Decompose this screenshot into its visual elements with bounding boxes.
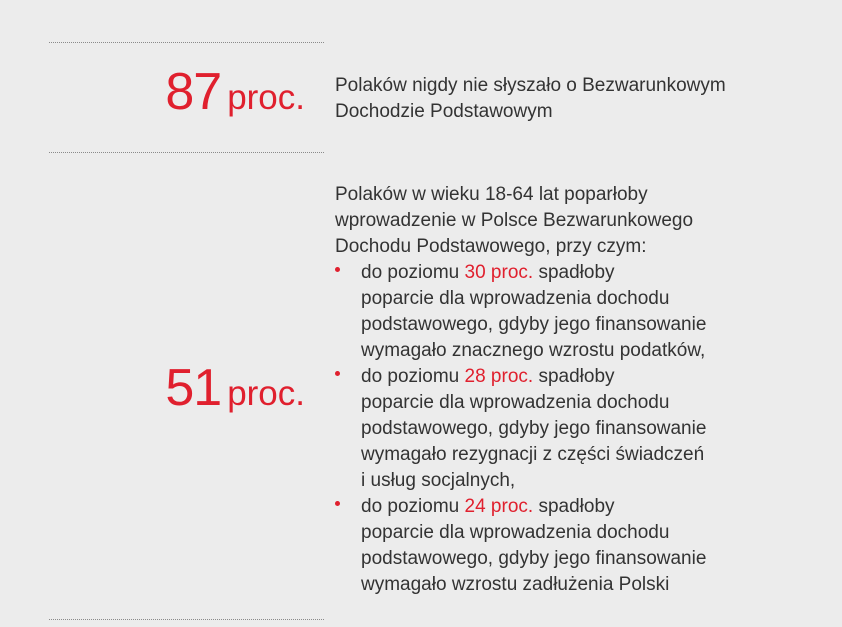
bullet-line: poparcie dla wprowadzenia dochodu (361, 392, 670, 413)
bullet-highlight: 24 proc. (464, 496, 534, 517)
stat-87-desc-line: Polaków nigdy nie słyszało o Bezwarunkowym (335, 75, 726, 96)
bullet-dot (335, 267, 340, 272)
stat-87-description (335, 73, 726, 125)
stat-87-unit: proc. (227, 78, 305, 117)
stat-51-bullet-list (335, 260, 706, 598)
bullet-line: podstawowego, gdyby jego finansowanie (361, 418, 707, 439)
bullet-first-line (361, 494, 706, 520)
stat-51-intro-line: Dochodu Podstawowego, przy czym: (335, 236, 647, 257)
bullet-line: wymagało znacznego wzrostu podatków, (361, 340, 706, 361)
stat-87-figure (165, 63, 305, 121)
stat-51-intro-line: wprowadzenie w Polsce Bezwarunkowego (335, 210, 694, 231)
stat-51-unit: proc. (227, 374, 305, 413)
bullet-suffix: spadłoby (533, 366, 615, 387)
bullet-suffix: spadłoby (533, 262, 615, 283)
divider-bottom (49, 619, 324, 620)
divider-middle (49, 152, 324, 153)
bullet-line: podstawowego, gdyby jego finansowanie (361, 314, 707, 335)
bullet-line: poparcie dla wprowadzenia dochodu (361, 288, 670, 309)
bullet-item-30 (333, 260, 706, 364)
divider-top (49, 42, 324, 43)
bullet-line: i usług socjalnych, (361, 470, 516, 491)
stat-51-figure (165, 359, 305, 417)
bullet-prefix: do poziomu (361, 366, 465, 387)
stat-87-desc-line: Dochodzie Podstawowym (335, 101, 553, 122)
bullet-suffix: spadłoby (533, 496, 615, 517)
stat-51-description (335, 182, 706, 598)
stat-51-number: 51 (165, 359, 222, 417)
bullet-line: wymagało wzrostu zadłużenia Polski (361, 574, 670, 595)
bullet-line: wymagało rezygnacji z części świadczeń (361, 444, 705, 465)
bullet-dot (335, 371, 340, 376)
stat-51-intro-line: Polaków w wieku 18-64 lat poparłoby (335, 184, 648, 205)
bullet-highlight: 30 proc. (464, 262, 534, 283)
bullet-first-line (361, 260, 706, 286)
bullet-prefix: do poziomu (361, 262, 465, 283)
bullet-dot (335, 501, 340, 506)
bullet-item-24 (333, 494, 706, 598)
bullet-item-28 (333, 364, 706, 494)
stat-87-number: 87 (165, 63, 222, 121)
bullet-line: poparcie dla wprowadzenia dochodu (361, 522, 670, 543)
bullet-line: podstawowego, gdyby jego finansowanie (361, 548, 707, 569)
bullet-prefix: do poziomu (361, 496, 465, 517)
bullet-highlight: 28 proc. (464, 366, 534, 387)
bullet-first-line (361, 364, 706, 390)
